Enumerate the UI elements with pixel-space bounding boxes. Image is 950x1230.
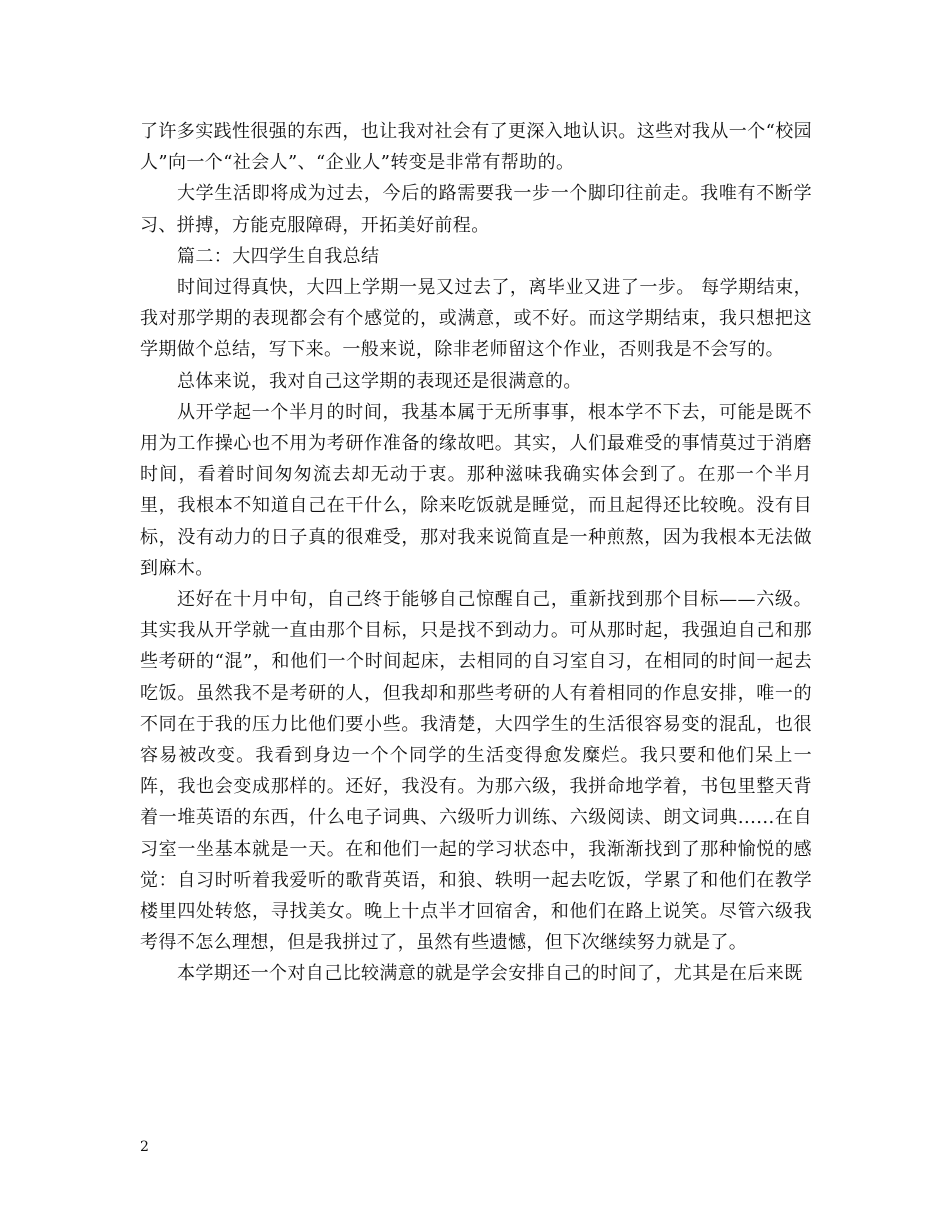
document-body	[140, 116, 812, 990]
paragraph-5: 从开学起一个半月的时间，我基本属于无所事事，根本学不下去，可能是既不用为工作操心也不用为考研作准备的缘故吧。其实，人们最难受的事情莫过于消磨时间，看着时间匆匆流去却无动于衷。那种滋味我确实体会到了。在那一个半月里，我根本不知道自己在干什么，除来吃饭就是睡觉，而且起得还比较晚。没有目标，没有动力的日子真的很难受，那对我来说简直是一种煎熬，因为我根本无法做到麻木。	[140, 401, 812, 579]
paragraph-6: 还好在十月中旬，自己终于能够自己惊醒自己，重新找到那个目标——六级。其实我从开学就一直由那个目标，只是找不到动力。可从那时起，我强迫自己和那些考研的“混”，和他们一个时间起床，去相同的自习室自习，在相同的时间一起去吃饭。虽然我不是考研的人，但我却和那些考研的人有着相同的作息安排，唯一的不同在于我的压力比他们要小些。我清楚，大四学生的生活很容易变的混乱，也很容易被改变。我看到身边一个个同学的生活变得愈发糜烂。我只要和他们呆上一阵，我也会变成那样的。还好，我没有。为那六级，我拼命地学着，书包里整天背着一堆英语的东西，什么电子词典、六级听力训练、六级阅读、朗文词典......在自习室一坐基本就是一天。在和他们一起的学习状态中，我渐渐找到了那种愉悦的感觉：自习时听着我爱听的歌背英语，和狼、轶明一起去吃饭，学累了和他们在教学楼里四处转悠，寻找美女。晚上十点半才回宿舍，和他们在路上说笑。尽管六级我考得不怎么理想，但是我拼过了，虽然有些遗憾，但下次继续努力就是了。	[140, 589, 812, 954]
paragraph-3: 时间过得真快，大四上学期一晃又过去了，离毕业又进了一步。 每学期结束，我对那学期的表现都会有个感觉的，或满意，或不好。而这学期结束，我只想把这学期做个总结，写下来。一般来说，除非老师留这个作业，否则我是不会写的。	[140, 277, 812, 361]
page-number: 2	[140, 1139, 149, 1155]
paragraph-2: 大学生活即将成为过去，今后的路需要我一步一个脚印往前走。我唯有不断学习、拼搏，方能克服障碍，开拓美好前程。	[140, 183, 812, 236]
paragraph-1: 了许多实践性很强的东西，也让我对社会有了更深入地认识。这些对我从一个“校园人”向一个“社会人”、“企业人”转变是非常有帮助的。	[140, 121, 812, 174]
section-heading: 篇二：大四学生自我总结	[177, 245, 380, 267]
paragraph-7: 本学期还一个对自己比较满意的就是学会安排自己的时间了，尤其是在后来既	[177, 963, 803, 985]
paragraph-4: 总体来说，我对自己这学期的表现还是很满意的。	[177, 370, 582, 392]
